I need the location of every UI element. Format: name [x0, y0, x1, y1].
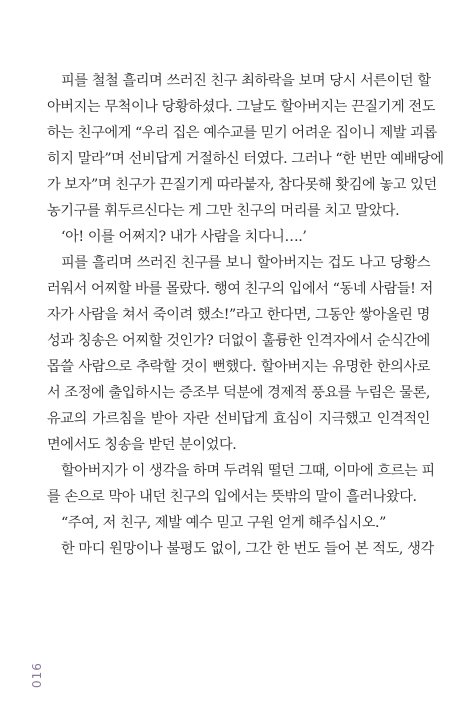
text-line: 서 조정에 출입하시는 증조부 덕분에 경제적 풍요를 누림은 물론, — [47, 385, 430, 401]
page-number: 016 — [30, 662, 44, 688]
text-line: 아버지는 무척이나 당황하셨다. 그날도 할아버지는 끈질기게 전도 — [47, 99, 436, 115]
text-line: 러워서 어찌할 바를 몰랐다. 행여 친구의 입에서 “동네 사람들! 저 — [47, 281, 433, 297]
text-line: 면에서도 칭송을 받던 분이었다. — [47, 437, 237, 453]
text-line: 히지 말라”며 선비답게 거절하신 터였다. 그러나 “한 번만 예배당에 — [47, 151, 444, 167]
text-line: 성과 칭송은 어찌할 것인가? 더없이 훌륭한 인격자에서 순식간에 — [47, 333, 430, 349]
text-line: 하는 친구에게 “우리 집은 예수교를 믿기 어려운 집이니 제발 괴롭 — [47, 125, 437, 141]
text-line: 를 손으로 막아 내던 친구의 입에서는 뜻밖의 말이 흘러나왔다. — [47, 489, 417, 505]
text-line: 한 마디 원망이나 불평도 없이, 그간 한 번도 들어 본 적도, 생각 — [61, 541, 434, 557]
text-line: 유교의 가르침을 받아 자란 선비답게 효심이 지극했고 인격적인 — [47, 411, 430, 427]
text-line: 가 보자”며 친구가 끈질기게 따라붙자, 참다못해 홧김에 놓고 있던 — [47, 177, 437, 193]
text-line: 할아버지가 이 생각을 하며 두려워 떨던 그때, 이마에 흐르는 피 — [61, 463, 435, 479]
text-line: 피를 철철 흘리며 쓰러진 친구 최하락을 보며 당시 서른이던 할 — [61, 73, 431, 89]
text-line: 자가 사람을 쳐서 죽이려 했소!”라고 한다면, 그동안 쌓아올린 명 — [47, 307, 430, 323]
text-line: 농기구를 휘두르신다는 게 그만 친구의 머리를 치고 말았다. — [47, 203, 400, 219]
text-line: 피를 흘리며 쓰러진 친구를 보니 할아버지는 겁도 나고 당황스 — [61, 255, 430, 271]
text-line: “주여, 저 친구, 제발 예수 믿고 구원 얻게 해주십시오.” — [61, 515, 387, 531]
text-line: 몹쓸 사람으로 추락할 것이 뻔했다. 할아버지는 유명한 한의사로 — [47, 359, 430, 375]
text-line: ‘아! 이를 어쩌지? 내가 사람을 치다니….’ — [61, 229, 307, 245]
